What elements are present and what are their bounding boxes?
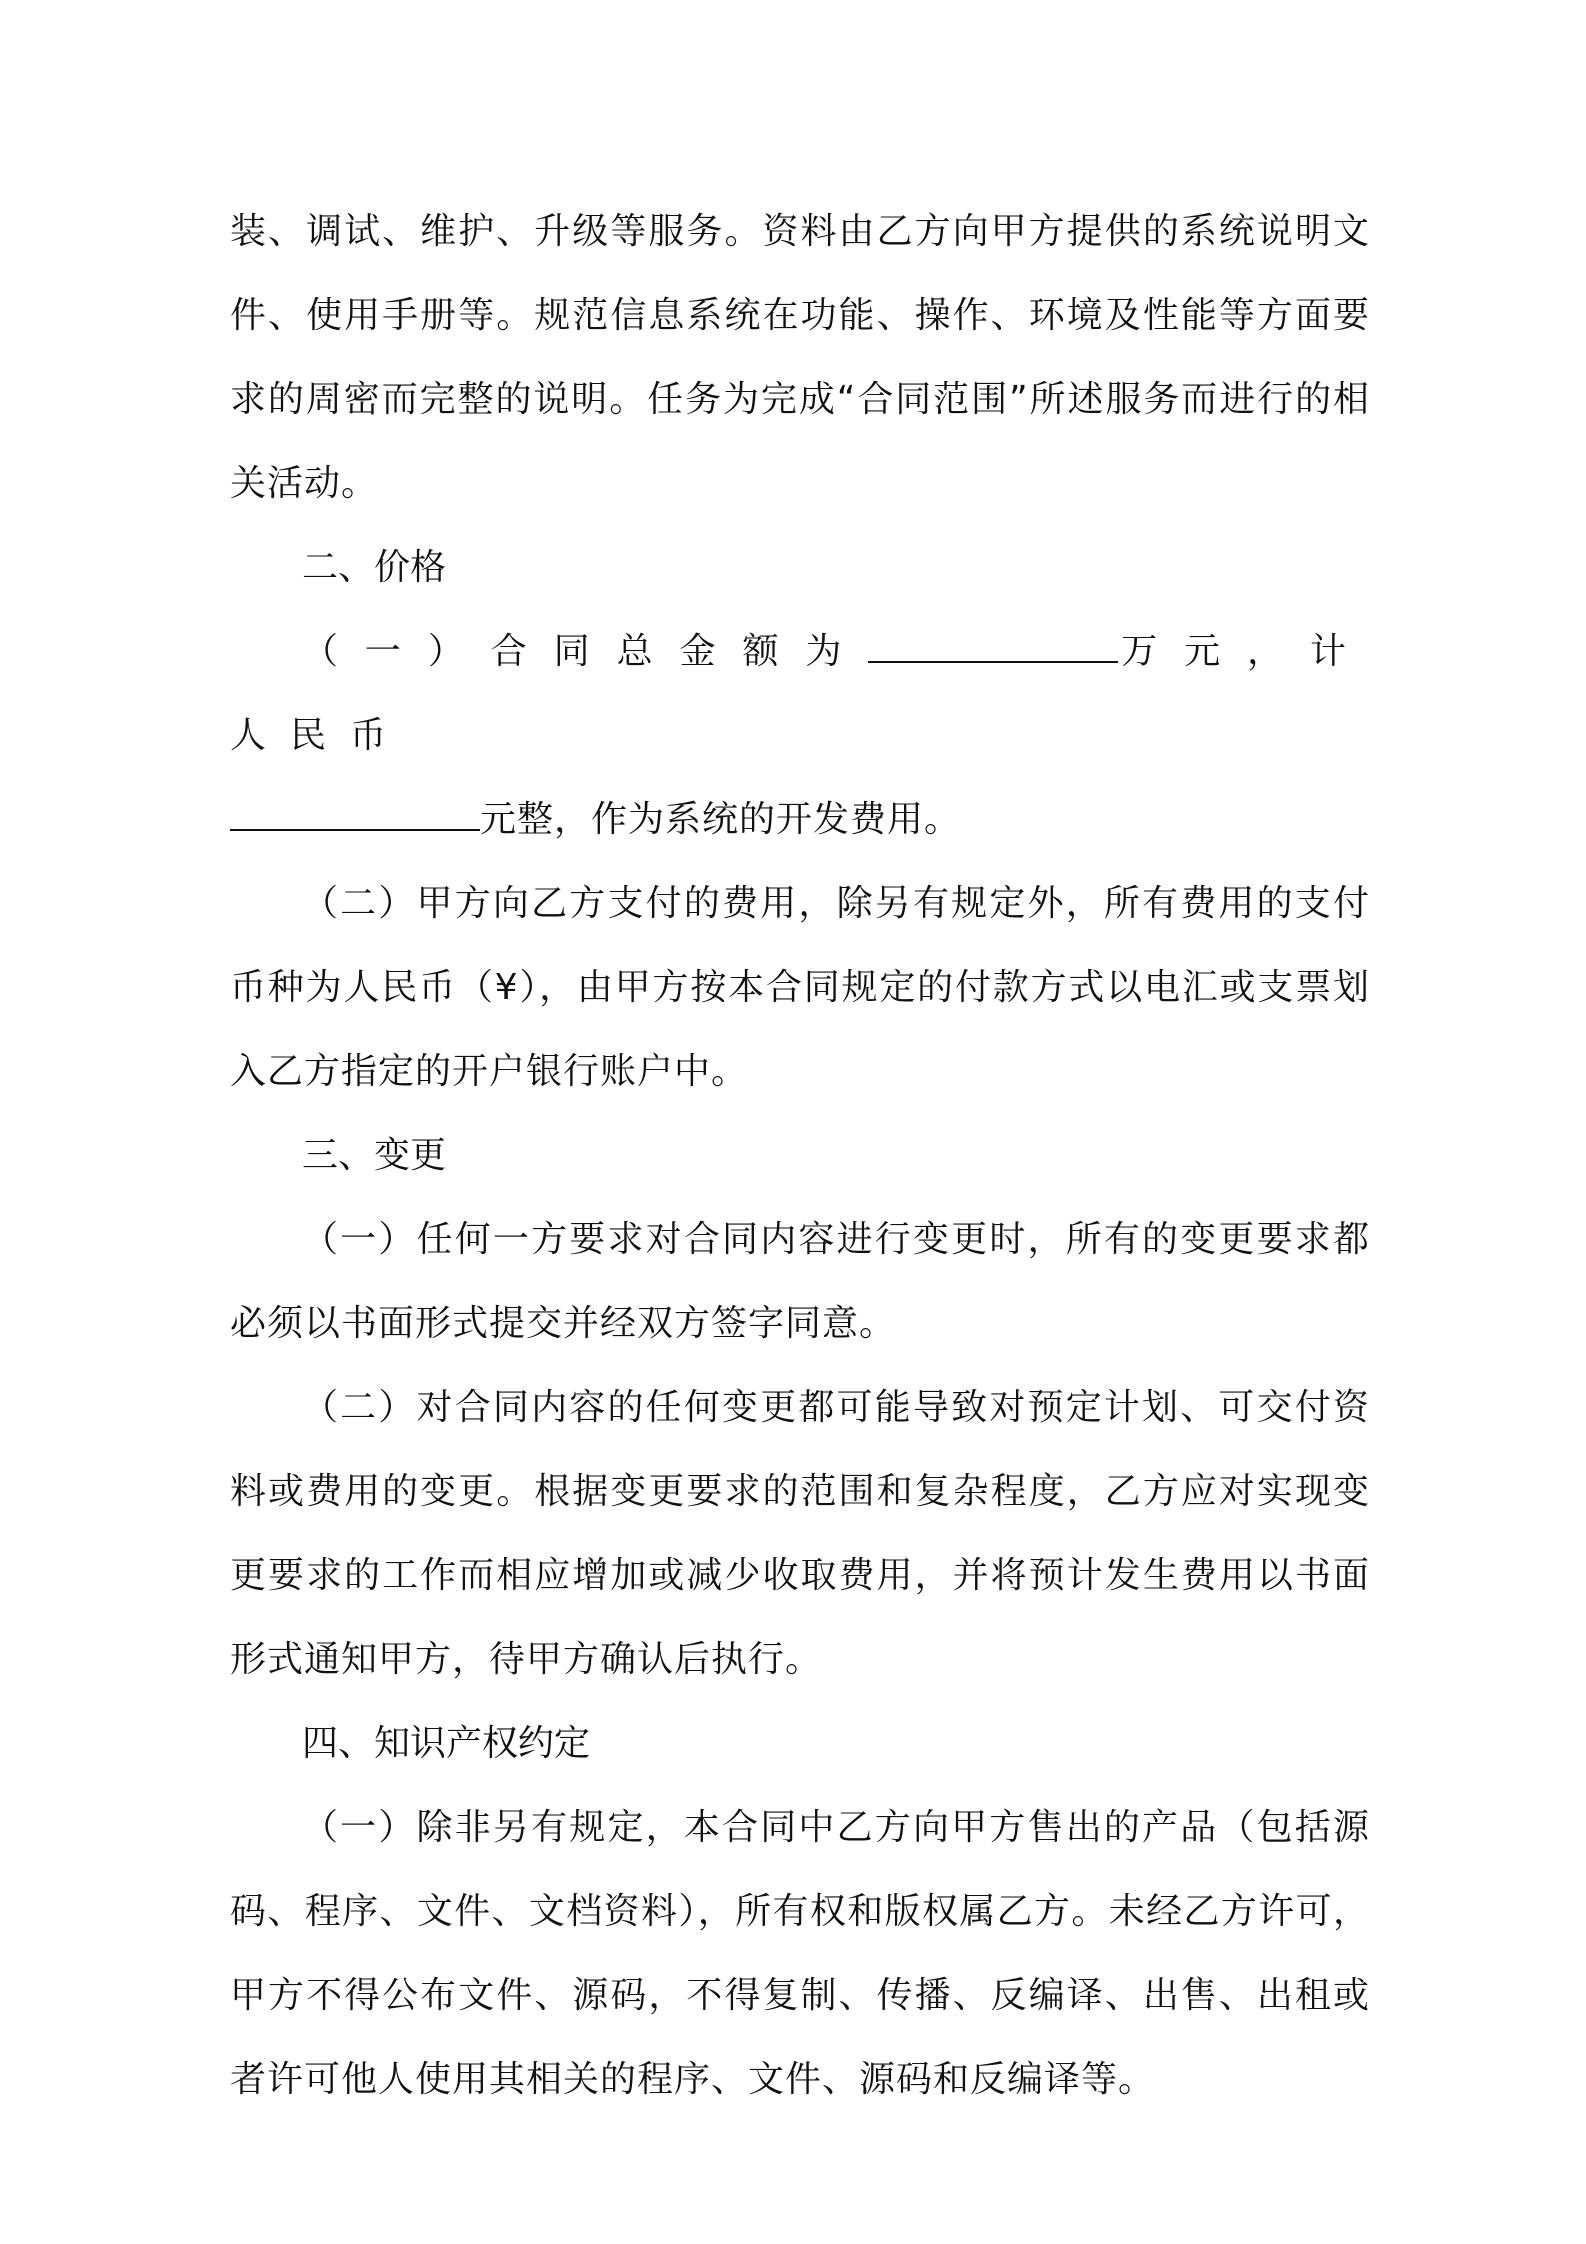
paragraph-change-2: （二）对合同内容的任何变更都可能导致对预定计划、可交付资料或费用的变更。根据变更要求的范围和复杂程度，乙方应对实现变更要求的工作而相应增加或减少收取费用，并将预计发生费用以书面形式通知甲方，待甲方确认后执行。 [230, 1387, 1370, 1680]
price-total-unit: 万元，计人民币 [230, 631, 1370, 756]
section-heading-price: 二、价格 [302, 547, 447, 588]
section-heading-change: 三、变更 [302, 1135, 447, 1176]
contract-page [230, 190, 1370, 2122]
paragraph-change-1: （一）任何一方要求对合同内容进行变更时，所有的变更要求都必须以书面形式提交并经双方签字同意。 [230, 1219, 1370, 1344]
paragraph-price-total [230, 610, 1370, 862]
paragraph-price-payment: （二）甲方向乙方支付的费用，除另有规定外，所有费用的支付币种为人民币（¥），由甲方按本合同规定的付款方式以电汇或支票划入乙方指定的开户银行账户中。 [230, 883, 1370, 1092]
amount-blank-wan [868, 660, 1118, 663]
amount-blank-rmb [230, 828, 480, 831]
paragraph-scope-continued: 装、调试、维护、升级等服务。资料由乙方向甲方提供的系统说明文件、使用手册等。规范信息系统在功能、操作、环境及性能等方面要求的周密而完整的说明。任务为完成“合同范围”所述服务而进行的相关活动。 [230, 211, 1370, 504]
paragraph-ip-1: （一）除非另有规定，本合同中乙方向甲方售出的产品（包括源码、程序、文件、文档资料），所有权和版权属乙方。未经乙方许可，甲方不得公布文件、源码，不得复制、传播、反编译、出售、出租或者许可他人使用其相关的程序、文件、源码和反编译等。 [230, 1807, 1370, 2100]
price-total-label: （一）合同总金额为 [302, 631, 869, 672]
price-total-tail: 元整，作为系统的开发费用。 [480, 799, 962, 840]
section-heading-ip: 四、知识产权约定 [302, 1723, 591, 1764]
